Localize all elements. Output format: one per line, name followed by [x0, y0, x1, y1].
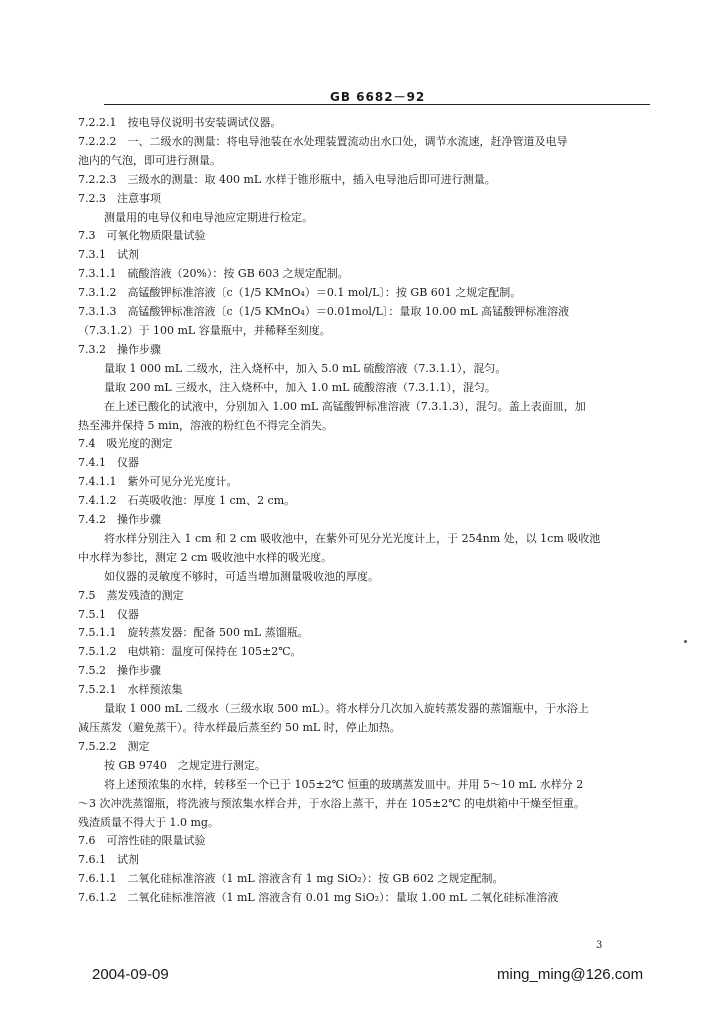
- footer-date: 2004-09-09: [92, 966, 169, 983]
- text-line: 7.4.2 操作步骤: [78, 513, 161, 527]
- text-line: 7.5.2.1 水样预浓集: [78, 683, 183, 697]
- text-line: 7.2.2.2 一、二级水的测量：将电导池装在水处理装置流动出水口处，调节水流速，赶净管道及电导: [78, 134, 568, 148]
- text-line: 7.6.1 试剂: [78, 853, 139, 867]
- text-line: 7.3.1.2 高锰酸钾标准溶液〔c（1/5 KMnO₄）＝0.1 mol/L〕：按 GB 601 之规定配制。: [78, 286, 522, 300]
- text-line: ～3 次冲洗蒸馏瓶，将洗液与预浓集水样合并，于水浴上蒸干，并在 105±2℃ 的电烘箱中干燥至恒重。: [78, 796, 586, 810]
- text-line: 量取 1 000 mL 二级水（三级水取 500 mL）。将水样分几次加入旋转蒸发器的蒸馏瓶中，于水浴上: [104, 702, 589, 716]
- text-line: 池内的气泡，即可进行测量。: [78, 153, 221, 167]
- header-rule: [104, 104, 650, 105]
- text-line: 7.2.3 注意事项: [78, 191, 161, 205]
- text-line: 如仪器的灵敏度不够时，可适当增加测量吸收池的厚度。: [104, 569, 379, 583]
- text-line: 7.6.1.1 二氧化硅标准溶液（1 mL 溶液含有 1 mg SiO₂）：按 GB 602 之规定配制。: [78, 872, 504, 886]
- body-text: [78, 114, 678, 908]
- text-line: 残渣质量不得大于 1.0 mg。: [78, 815, 219, 829]
- text-line: （7.3.1.2）于 100 mL 容量瓶中，并稀释至刻度。: [78, 323, 331, 337]
- text-line: 7.6.1.2 二氧化硅标准溶液（1 mL 溶液含有 0.01 mg SiO₂）：量取 1.00 mL 二氧化硅标准溶液: [78, 891, 559, 905]
- text-line: 7.5 蒸发残渣的测定: [78, 588, 184, 602]
- text-line: 7.5.2 操作步骤: [78, 664, 161, 678]
- footer-email: ming_ming@126.com: [497, 966, 644, 983]
- text-line: 7.6 可溶性硅的限量试验: [78, 834, 206, 848]
- text-line: 7.3.1.3 高锰酸钾标准溶液〔c（1/5 KMnO₄）＝0.01mol/L〕：量取 10.00 mL 高锰酸钾标准溶液: [78, 305, 570, 319]
- text-line: 7.4.1.1 紫外可见分光光度计。: [78, 475, 238, 489]
- text-line: 中水样为参比，测定 2 cm 吸收池中水样的吸光度。: [78, 550, 333, 564]
- text-line: 将水样分别注入 1 cm 和 2 cm 吸收池中，在紫外可见分光光度计上，于 254nm 处，以 1cm 吸收池: [104, 531, 601, 545]
- text-line: 热至沸并保持 5 min，溶液的粉红色不得完全消失。: [78, 418, 334, 432]
- text-line: 按 GB 9740 之规定进行测定。: [104, 758, 266, 772]
- text-line: 7.5.2.2 测定: [78, 739, 150, 753]
- text-line: 7.5.1 仪器: [78, 607, 139, 621]
- text-line: 7.3.1 试剂: [78, 248, 139, 262]
- text-line: 7.5.1.1 旋转蒸发器：配备 500 mL 蒸馏瓶。: [78, 626, 309, 640]
- text-line: 7.3.2 操作步骤: [78, 342, 161, 356]
- text-line: 7.4.1 仪器: [78, 456, 139, 470]
- scan-speck: [684, 640, 687, 643]
- text-line: 7.4.1.2 石英吸收池：厚度 1 cm、2 cm。: [78, 494, 296, 508]
- text-line: 量取 200 mL 三级水，注入烧杯中，加入 1.0 mL 硫酸溶液（7.3.1.1），混匀。: [104, 380, 496, 394]
- text-line: 7.2.2.1 按电导仪说明书安装调试仪器。: [78, 116, 282, 129]
- text-line: 将上述预浓集的水样，转移至一个已于 105±2℃ 恒重的玻璃蒸发皿中。并用 5～10 mL 水样分 2: [104, 777, 584, 791]
- text-line: 量取 1 000 mL 二级水，注入烧杯中，加入 5.0 mL 硫酸溶液（7.3.1.1），混匀。: [104, 361, 507, 375]
- text-line: 测量用的电导仪和电导池应定期进行检定。: [104, 210, 313, 224]
- standard-code-header: GB 6682－92: [330, 90, 426, 104]
- text-line: 减压蒸发（避免蒸干）。待水样最后蒸至约 50 mL 时，停止加热。: [78, 721, 401, 734]
- text-line: 在上述已酸化的试液中，分别加入 1.00 mL 高锰酸钾标准溶液（7.3.1.3），混匀。盖上表面皿，加: [104, 399, 586, 413]
- text-line: 7.5.1.2 电烘箱：温度可保持在 105±2℃。: [78, 645, 302, 659]
- text-line: 7.4 吸光度的测定: [78, 437, 173, 451]
- text-line: 7.2.2.3 三级水的测量：取 400 mL 水样于锥形瓶中，插入电导池后即可进行测量。: [78, 172, 496, 186]
- text-line: 7.3 可氧化物质限量试验: [78, 229, 206, 243]
- text-line: 7.3.1.1 硫酸溶液（20%）：按 GB 603 之规定配制。: [78, 267, 349, 281]
- page-number: 3: [596, 940, 603, 951]
